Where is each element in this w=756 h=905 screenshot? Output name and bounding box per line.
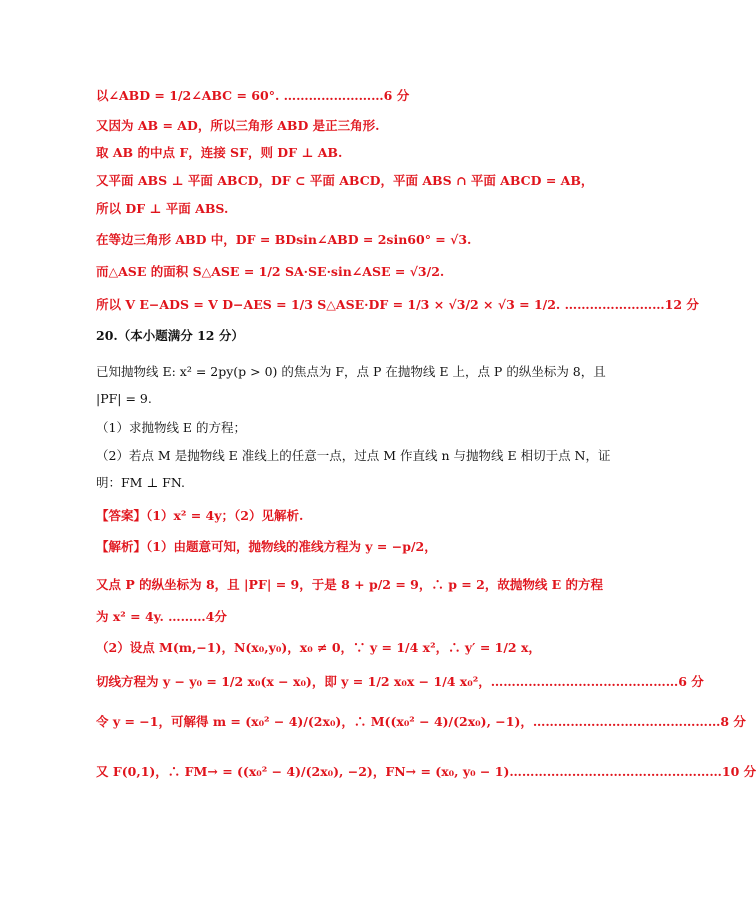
- solution-line-1: 以∠ABD = 1/2∠ABC = 60°. ……………………6 分: [96, 88, 410, 103]
- problem-part-2: （2）若点 M 是抛物线 E 准线上的任意一点，过点 M 作直线 n 与抛物线 E 相切于点 N，证: [96, 448, 611, 463]
- solution-line-4: 又平面 ABS ⊥ 平面 ABCD，DF ⊂ 平面 ABCD，平面 ABS ∩ 平面 ABCD = AB，: [96, 173, 594, 188]
- analysis-line-1: 【解析】（1）由题意可知，抛物线的准线方程为 y = −p/2，: [96, 539, 437, 554]
- analysis-line-6: 令 y = −1，可解得 m = (x₀² − 4)/(2x₀)，∴ M((x₀² − 4)/(2x₀), −1)，………………………………………8 分: [96, 714, 746, 729]
- analysis-line-4: （2）设点 M(m,−1)，N(x₀,y₀)，x₀ ≠ 0，∵ y = 1/4 x²，∴ y′ = 1/2 x，: [96, 640, 541, 655]
- analysis-line-3: 为 x² = 4y. ………4分: [96, 609, 227, 624]
- answer-line: 【答案】（1）x² = 4y；（2）见解析.: [96, 508, 304, 523]
- problem-text-2: |PF| = 9.: [96, 391, 152, 406]
- problem-text-1: 已知抛物线 E: x² = 2py(p > 0) 的焦点为 F，点 P 在抛物线 E 上，点 P 的纵坐标为 8，且: [96, 364, 606, 379]
- problem-part-1: （1）求抛物线 E 的方程；: [96, 420, 247, 435]
- analysis-line-7: 又 F(0,1)，∴ FM→ = ((x₀² − 4)/(2x₀), −2)，FN→ = (x₀, y₀ − 1)……………………………………………10 分: [96, 764, 756, 779]
- solution-line-3: 取 AB 的中点 F，连接 SF，则 DF ⊥ AB.: [96, 145, 343, 160]
- problem-part-2-cont: 明：FM ⊥ FN.: [96, 475, 185, 490]
- solution-line-8: 所以 V E−ADS = V D−AES = 1/3 S△ASE·DF = 1/3 × √3/2 × √3 = 1/2. ……………………12 分: [96, 297, 699, 312]
- analysis-line-2: 又点 P 的纵坐标为 8，且 |PF| = 9，于是 8 + p/2 = 9，∴ p = 2，故抛物线 E 的方程: [96, 577, 604, 592]
- solution-line-5: 所以 DF ⊥ 平面 ABS.: [96, 201, 229, 216]
- solution-line-2: 又因为 AB = AD，所以三角形 ABD 是正三角形.: [96, 118, 380, 133]
- solution-line-7: 而△ASE 的面积 S△ASE = 1/2 SA·SE·sin∠ASE = √3/2.: [96, 264, 445, 279]
- analysis-line-5: 切线方程为 y − y₀ = 1/2 x₀(x − x₀)，即 y = 1/2 x₀x − 1/4 x₀²，………………………………………6 分: [96, 674, 704, 689]
- solution-line-6: 在等边三角形 ABD 中，DF = BDsin∠ABD = 2sin60° = √3.: [96, 232, 472, 247]
- problem-heading: 20.（本小题满分 12 分）: [96, 328, 244, 343]
